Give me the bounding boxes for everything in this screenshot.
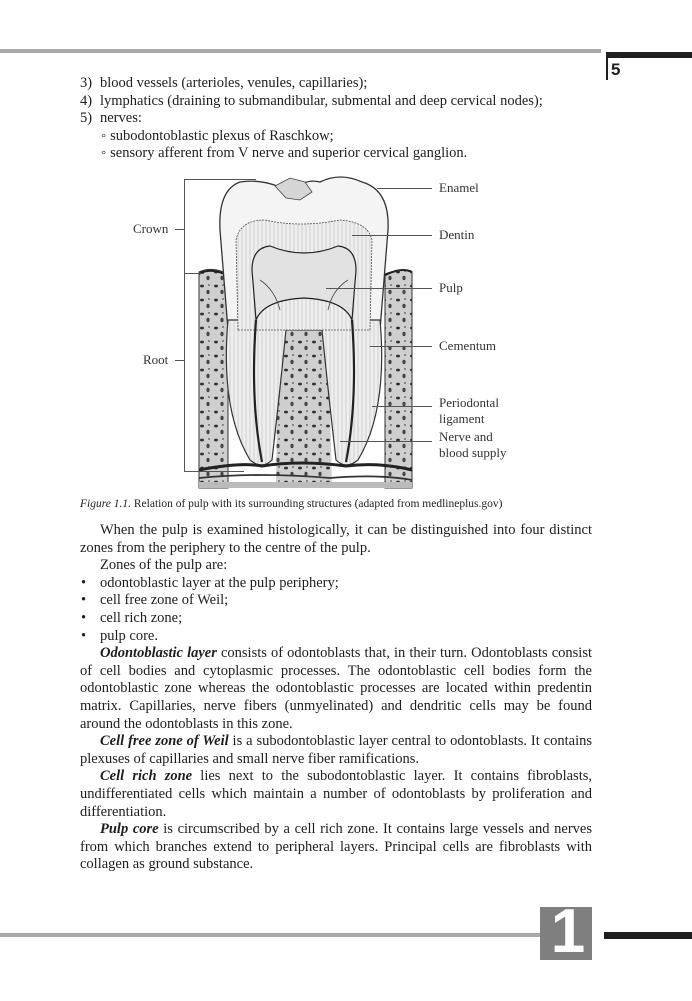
label-cementum: Cementum bbox=[439, 338, 497, 353]
zone-text: pulp core. bbox=[100, 627, 158, 644]
list-item bbox=[80, 75, 592, 93]
bullet-icon: • bbox=[81, 592, 87, 609]
bullet-icon: • bbox=[81, 609, 87, 626]
list-number: 3) bbox=[80, 75, 93, 91]
paragraph-odontoblastic bbox=[80, 645, 592, 733]
list-item bbox=[80, 93, 592, 111]
list-number: 4) bbox=[80, 92, 93, 109]
bullet-icon: • bbox=[81, 627, 87, 644]
label-nerve-1: Nerve and bbox=[439, 429, 493, 444]
list-item bbox=[80, 110, 592, 128]
sub-list-item: ◦ subodontoblastic plexus of Raschkow; bbox=[101, 128, 592, 146]
zone-item bbox=[80, 592, 592, 610]
list-text: nerves: bbox=[100, 110, 142, 126]
zone-text: odontoblastic layer at the pulp periphery; bbox=[100, 574, 339, 591]
page-number: 5 bbox=[611, 60, 621, 79]
crown-bracket-top bbox=[184, 179, 256, 180]
caption-label: Figure 1.1. bbox=[80, 498, 131, 510]
label-dentin: Dentin bbox=[439, 227, 475, 242]
crown-tick bbox=[175, 229, 184, 230]
root-tick bbox=[175, 360, 184, 361]
leader-enamel bbox=[377, 188, 432, 189]
zone-text: cell rich zone; bbox=[100, 609, 183, 626]
term: Cell rich zone bbox=[100, 768, 193, 785]
zones-list bbox=[80, 575, 592, 645]
paragraph-cell-free bbox=[80, 733, 592, 768]
tooth-figure bbox=[100, 170, 550, 495]
numbered-list bbox=[80, 75, 592, 128]
list-text: lymphatics (draining to submandibular, submental and deep cervical nodes); bbox=[100, 92, 543, 109]
paragraph-cell-rich bbox=[80, 768, 592, 821]
bracket-vertical bbox=[184, 179, 185, 471]
header-tab bbox=[606, 52, 692, 58]
paragraph-text: consists of odontoblasts that, in their turn. Odontoblasts consist of cell bodies and cytoplasmic processes. The odontoblastic cell bodies form the odontoblastic zone whereas the odontoblastic processes are located within predentin matrix. Capillaries, nerve fibers (unmyelinated) and dendritic cells may be found around the odontoblasts in this zone. bbox=[80, 645, 592, 732]
intro-paragraph: When the pulp is examined histologically, it can be distinguished into four distinct zones from the periphery to the centre of the pulp. bbox=[80, 522, 592, 556]
leader-pulp bbox=[326, 288, 432, 289]
term: Pulp core bbox=[100, 821, 159, 838]
zone-text: cell free zone of Weil; bbox=[100, 592, 229, 609]
zone-item bbox=[80, 628, 592, 646]
leader-cementum bbox=[370, 346, 432, 347]
label-periodontal-1: Periodontal bbox=[439, 395, 499, 410]
zone-item bbox=[80, 610, 592, 628]
paragraph-text: is circumscribed by a cell rich zone. It contains large vessels and nerves from which branches extend to peripheral layers. Principal cells are fibroblasts with collagen as ground substance. bbox=[80, 821, 592, 873]
label-periodontal-2: ligament bbox=[439, 411, 485, 426]
sub-list-item: ◦ sensory afferent from V nerve and superior cervical ganglion. bbox=[101, 145, 592, 163]
label-crown: Crown bbox=[133, 221, 169, 236]
leader-periodontal bbox=[372, 406, 432, 407]
crown-bracket-mid bbox=[184, 273, 204, 274]
label-root: Root bbox=[143, 352, 169, 367]
chapter-number: 1 bbox=[550, 897, 586, 966]
caption-text: Relation of pulp with its surrounding structures (adapted from medlineplus.gov) bbox=[131, 498, 503, 510]
zones-heading: Zones of the pulp are: bbox=[100, 557, 228, 574]
footer-tab bbox=[604, 932, 692, 939]
leader-nerve bbox=[340, 441, 432, 442]
list-number: 5) bbox=[80, 110, 93, 126]
label-nerve-2: blood supply bbox=[439, 445, 507, 460]
body-text bbox=[80, 522, 592, 874]
sub-list bbox=[80, 128, 592, 163]
footer-rule bbox=[0, 933, 542, 937]
header-rule bbox=[0, 49, 601, 53]
top-list-section bbox=[80, 75, 592, 163]
label-pulp: Pulp bbox=[439, 280, 463, 295]
list-text: blood vessels (arterioles, venules, capillaries); bbox=[100, 75, 368, 91]
leader-dentin bbox=[352, 235, 432, 236]
term: Odontoblastic layer bbox=[100, 645, 217, 662]
figure-caption bbox=[80, 497, 600, 511]
paragraph-text: is a subodontoblastic layer central to odontoblasts. It contains plexuses of capillaries and small nerve fiber ramifications. bbox=[80, 733, 592, 767]
zone-item bbox=[80, 575, 592, 593]
root-bracket-bottom bbox=[184, 471, 244, 472]
label-enamel: Enamel bbox=[439, 180, 479, 195]
header-tab-stem bbox=[606, 52, 608, 80]
bullet-icon: • bbox=[81, 574, 87, 591]
chapter-marker bbox=[540, 897, 592, 966]
paragraph-pulp-core bbox=[80, 821, 592, 874]
term: Cell free zone of Weil bbox=[100, 733, 229, 750]
paragraph-text: lies next to the subodontoblastic layer. It contains fibroblasts, undifferentiated cells which maintain a number of odontoblasts by proliferation and differentiation. bbox=[80, 768, 592, 820]
